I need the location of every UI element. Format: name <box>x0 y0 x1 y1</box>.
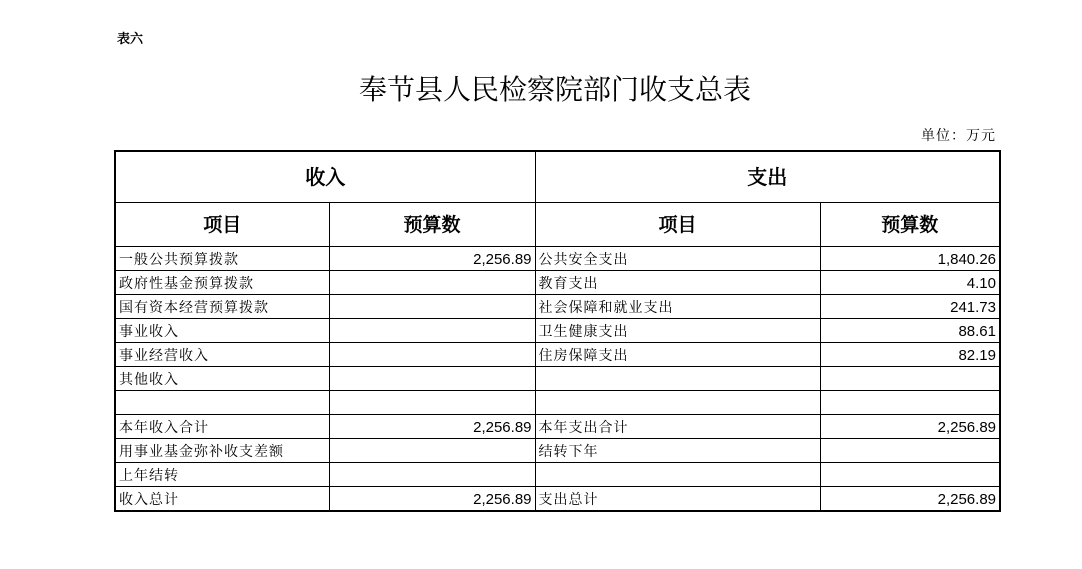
table-row <box>115 271 1000 295</box>
expense-value-cell: 1,840.26 <box>820 247 1000 271</box>
table-row <box>115 487 1000 512</box>
table-body <box>115 247 1000 512</box>
income-value-cell <box>329 439 535 463</box>
expense-item-cell <box>535 463 820 487</box>
income-item-cell: 收入总计 <box>115 487 329 512</box>
table-number: 表六 <box>117 32 144 47</box>
expense-value-cell: 2,256.89 <box>820 487 1000 512</box>
expense-item-cell: 本年支出合计 <box>535 415 820 439</box>
expense-value-cell: 2,256.89 <box>820 415 1000 439</box>
income-value-cell: 2,256.89 <box>329 487 535 512</box>
table-row <box>115 415 1000 439</box>
income-value-cell: 2,256.89 <box>329 247 535 271</box>
expense-item-cell <box>535 367 820 391</box>
income-item-cell: 本年收入合计 <box>115 415 329 439</box>
expense-item-cell: 住房保障支出 <box>535 343 820 367</box>
income-item-cell <box>115 391 329 415</box>
expense-value-cell: 241.73 <box>820 295 1000 319</box>
expense-value-cell <box>820 391 1000 415</box>
income-value-cell <box>329 295 535 319</box>
income-header: 收入 <box>115 151 535 203</box>
table-row <box>115 439 1000 463</box>
budget-table <box>114 150 1001 512</box>
expense-budget-header: 预算数 <box>820 203 1000 247</box>
table-row <box>115 343 1000 367</box>
table-subheader-row <box>115 203 1000 247</box>
table-row <box>115 247 1000 271</box>
income-value-cell <box>329 343 535 367</box>
income-item-cell: 事业经营收入 <box>115 343 329 367</box>
expense-item-cell: 支出总计 <box>535 487 820 512</box>
expense-value-cell: 82.19 <box>820 343 1000 367</box>
table-header-row <box>115 151 1000 203</box>
income-budget-header: 预算数 <box>329 203 535 247</box>
table-row <box>115 367 1000 391</box>
table-row <box>115 295 1000 319</box>
expense-value-cell: 88.61 <box>820 319 1000 343</box>
income-value-cell <box>329 463 535 487</box>
income-item-cell: 用事业基金弥补收支差额 <box>115 439 329 463</box>
table-row <box>115 463 1000 487</box>
expense-item-cell: 教育支出 <box>535 271 820 295</box>
expense-header: 支出 <box>535 151 1000 203</box>
income-item-cell: 国有资本经营预算拨款 <box>115 295 329 319</box>
table-row <box>115 391 1000 415</box>
expense-value-cell <box>820 367 1000 391</box>
income-value-cell <box>329 271 535 295</box>
expense-value-cell: 4.10 <box>820 271 1000 295</box>
income-item-cell: 其他收入 <box>115 367 329 391</box>
page-title: 奉节县人民检察院部门收支总表 <box>358 73 751 106</box>
income-value-cell <box>329 367 535 391</box>
expense-value-cell <box>820 439 1000 463</box>
income-item-cell: 政府性基金预算拨款 <box>115 271 329 295</box>
income-item-header: 项目 <box>115 203 329 247</box>
income-value-cell: 2,256.89 <box>329 415 535 439</box>
expense-item-cell: 结转下年 <box>535 439 820 463</box>
income-item-cell: 上年结转 <box>115 463 329 487</box>
income-value-cell <box>329 391 535 415</box>
expense-item-cell <box>535 391 820 415</box>
income-item-cell: 事业收入 <box>115 319 329 343</box>
expense-item-header: 项目 <box>535 203 820 247</box>
expense-value-cell <box>820 463 1000 487</box>
income-value-cell <box>329 319 535 343</box>
expense-item-cell: 卫生健康支出 <box>535 319 820 343</box>
expense-item-cell: 社会保障和就业支出 <box>535 295 820 319</box>
income-item-cell: 一般公共预算拨款 <box>115 247 329 271</box>
table-row <box>115 319 1000 343</box>
expense-item-cell: 公共安全支出 <box>535 247 820 271</box>
unit-label: 单位：万元 <box>921 128 996 144</box>
